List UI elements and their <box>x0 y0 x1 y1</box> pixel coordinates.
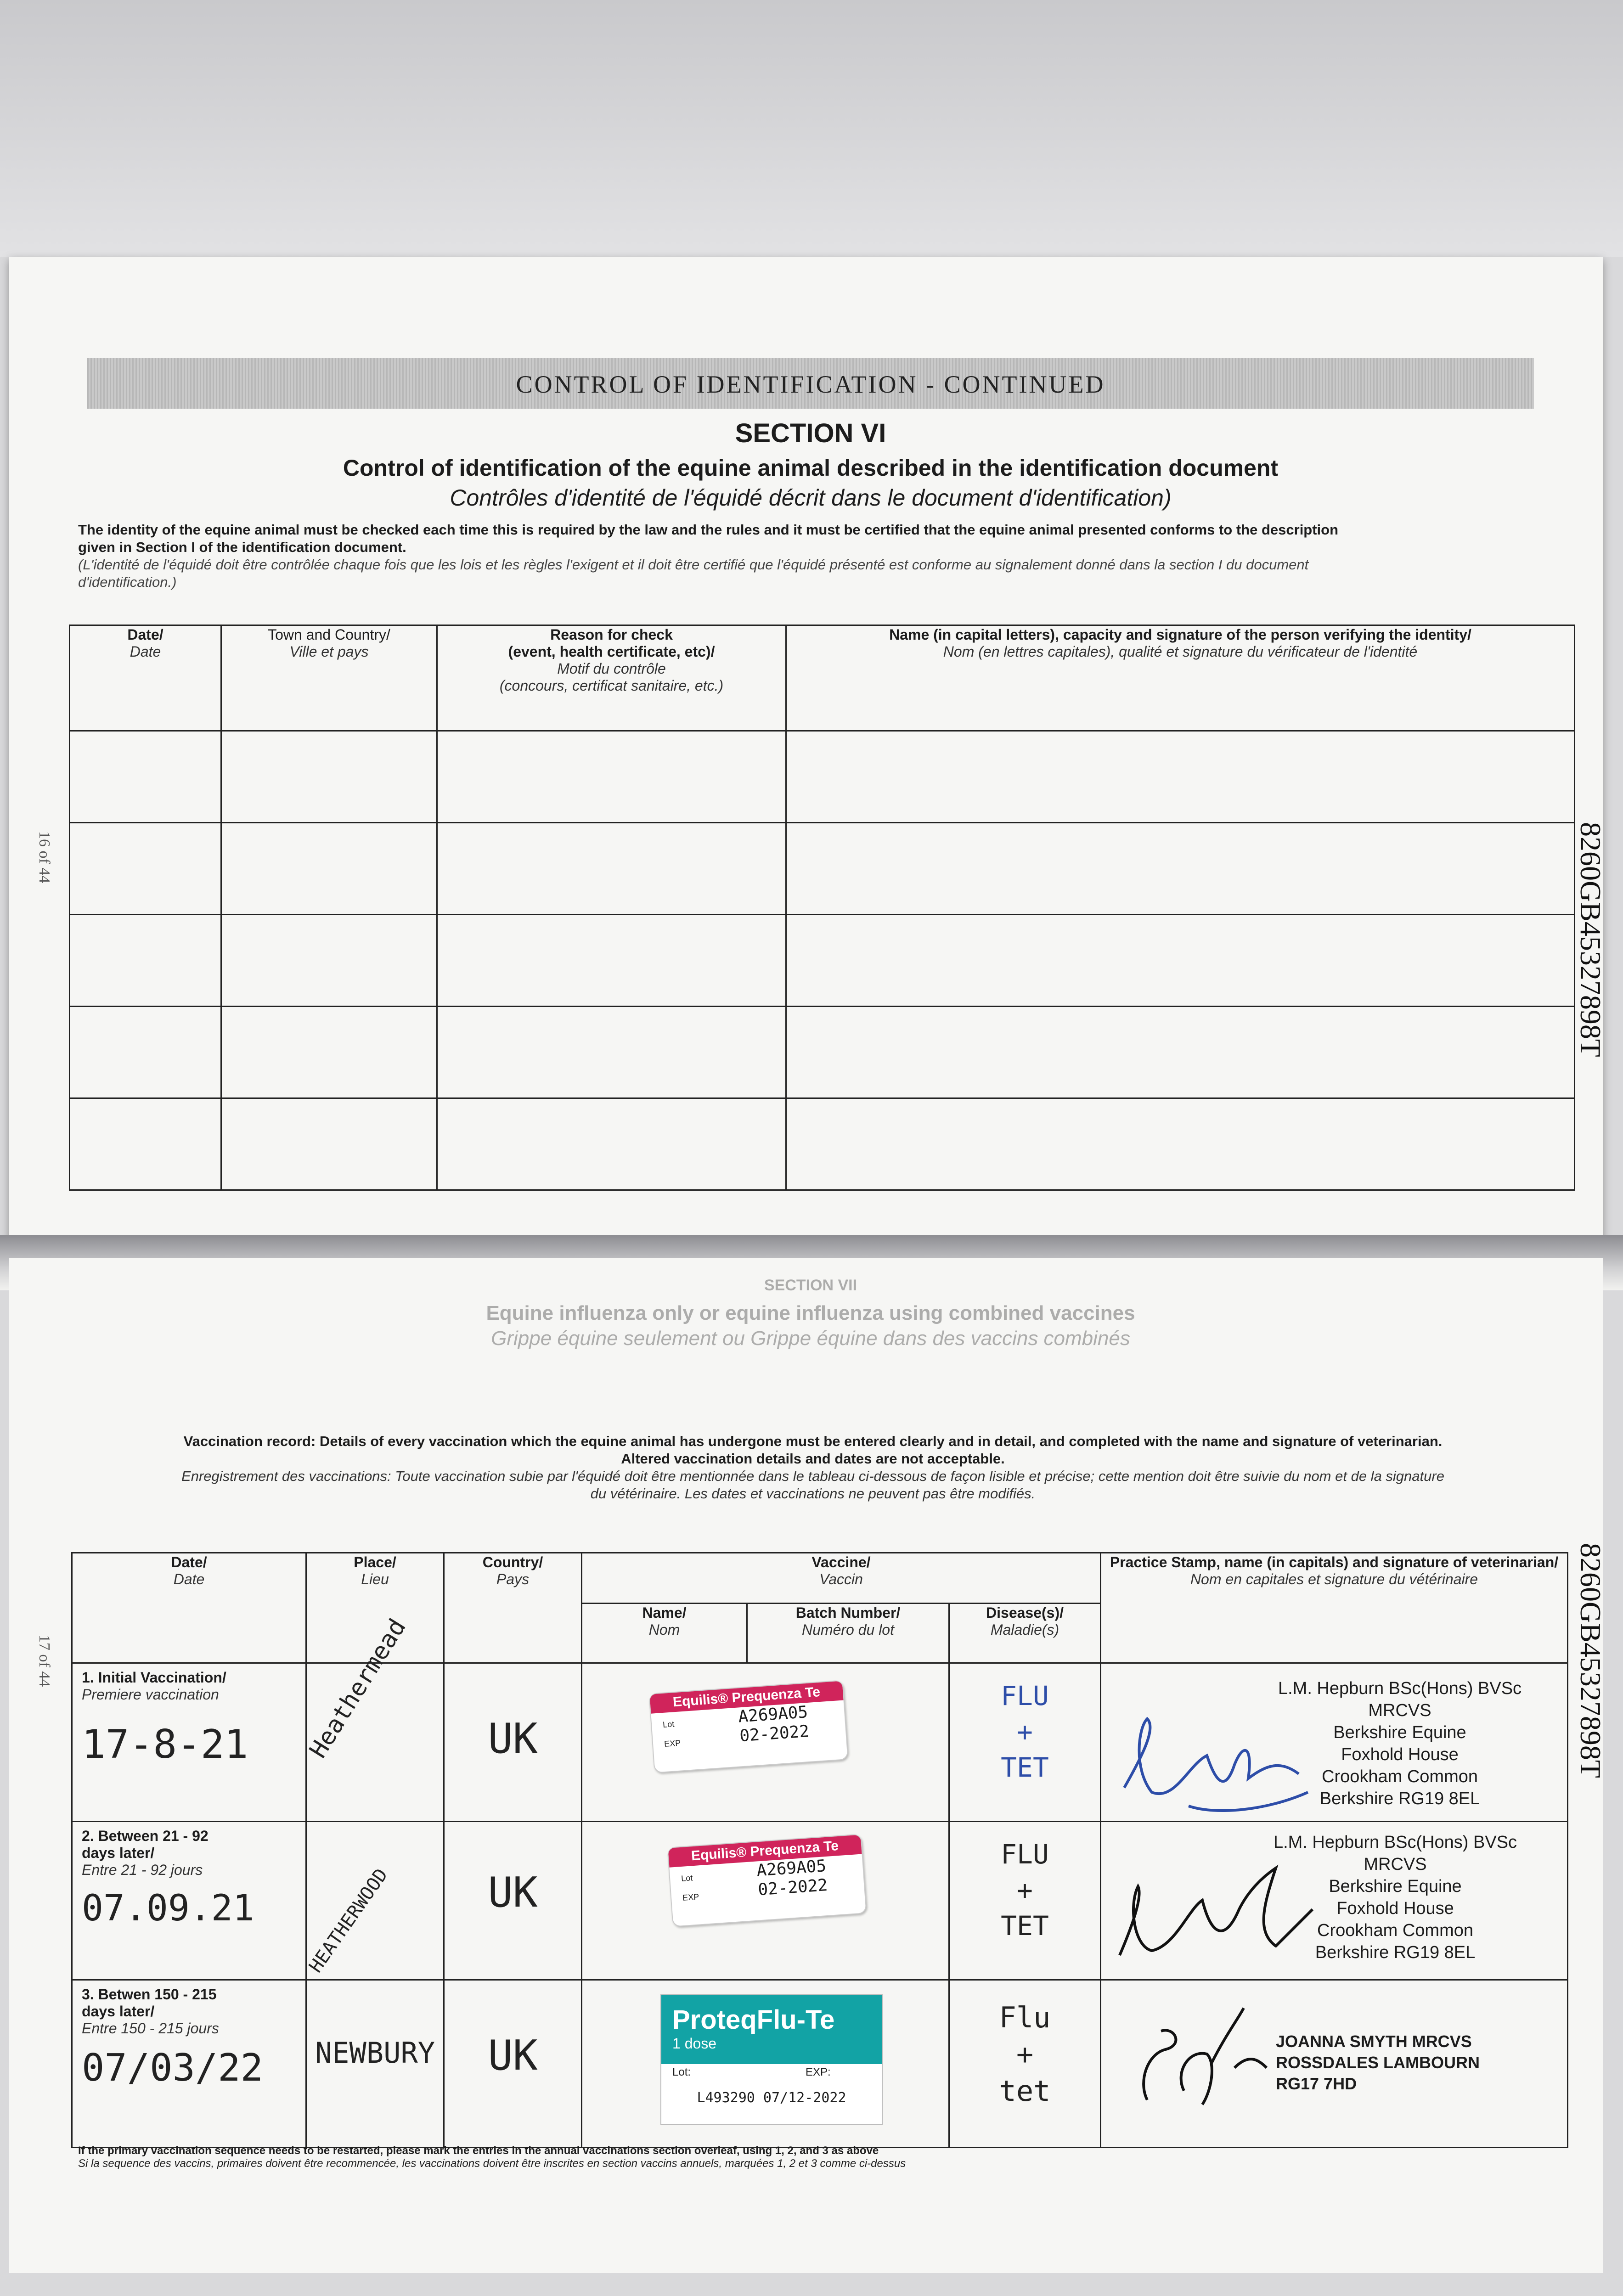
place-cell[interactable] <box>306 1822 444 1980</box>
stamp-cell[interactable] <box>1101 1980 1568 2148</box>
verifier-cell[interactable] <box>786 1098 1575 1190</box>
date-cell[interactable] <box>70 1098 221 1190</box>
vet-stamp: L.M. Hepburn BSc(Hons) BVSc MRCVS Berkshire Equine Foxhold House Crookham Common Berkshire RG19 8EL <box>1273 1833 1517 1962</box>
intro-fr-line-1: (L'identité de l'équidé doit être contrôlée chaque fois que les lois et les règles l'exigent et il doit être certifié que l'équidé présenté est conforme au signalement donné dans la section I du document <box>78 557 1309 573</box>
sticker-lot-label: Lot <box>681 1873 693 1883</box>
intro-en-line-1: The identity of the equine animal must be checked each time this is required by the law and the rules and it must be certified that the equine animal presented conforms to the description <box>78 522 1339 538</box>
batch-number: A269A05 <box>756 1856 827 1880</box>
town-cell[interactable] <box>221 915 437 1007</box>
col-reason: Reason for check (event, health certificate, etc)/ Motif du contrôle (concours, certificat sanitaire, etc.) <box>437 625 786 731</box>
vaccination-record-notice <box>78 1433 1548 1503</box>
vaccination-date: 17-8-21 <box>82 1722 248 1767</box>
table-row <box>72 1822 1568 1980</box>
date-cell[interactable] <box>70 731 221 823</box>
sticker-exp-label: EXP <box>664 1738 681 1749</box>
vaccination-date: 07.09.21 <box>82 1888 254 1929</box>
sticker-dose: 1 dose <box>672 2035 717 2052</box>
vaccination-table <box>71 1552 1568 2148</box>
col-batch-number: Batch Number/ Numéro du lot <box>747 1604 949 1663</box>
expiry-date: 02-2022 <box>739 1722 810 1746</box>
table-row <box>72 1663 1568 1822</box>
country-cell[interactable] <box>444 1663 582 1822</box>
diseases: FLU + TET <box>1001 1839 1049 1941</box>
town-cell[interactable] <box>221 731 437 823</box>
page-16 <box>9 257 1607 1254</box>
col-date: Date/ Date <box>70 625 221 731</box>
passport-serial: 8260GB45327898T <box>1574 822 1607 1057</box>
date-cell[interactable]: 1. Initial Vaccination/ Premiere vaccination 17-8-21 <box>72 1663 306 1822</box>
table-row <box>72 1980 1568 2148</box>
vet-stamp: JOANNA SMYTH MRCVS ROSSDALES LAMBOURN RG17 7HD <box>1276 2032 1480 2093</box>
batch-number: A269A05 <box>738 1702 809 1727</box>
date-cell[interactable] <box>70 1007 221 1098</box>
page-17 <box>9 1258 1607 2273</box>
sticker-product-name: Equilis® Prequenza Te <box>668 1835 862 1868</box>
passport-serial: 8260GB45327898T <box>1574 1543 1607 1778</box>
table-header-row <box>72 1553 1568 1604</box>
col-vaccine: Vaccine/ Vaccin <box>582 1553 1101 1604</box>
stamp-cell[interactable] <box>1101 1663 1568 1822</box>
vaccine-sticker-cell[interactable] <box>582 1663 949 1822</box>
intro-en-line-2: given in Section I of the identification document. <box>78 539 406 555</box>
reason-cell[interactable] <box>437 1098 786 1190</box>
scanner-background <box>0 0 1623 257</box>
col-stamp: Practice Stamp, name (in capitals) and signature of veterinarian/ Nom en capitales et signature du vétérinaire <box>1101 1553 1568 1663</box>
sticker-lot-label: Lot <box>662 1719 675 1729</box>
record-fr-line-2: du vétérinaire. Les dates et vaccinations ne peuvent pas être modifiés. <box>590 1486 1036 1502</box>
sticker-exp-label: EXP <box>682 1892 699 1902</box>
identity-check-table <box>69 625 1575 1191</box>
town-cell[interactable] <box>221 1007 437 1098</box>
record-en-line-1: Vaccination record: Details of every vaccination which the equine animal has undergone must be entered clearly and in detail, and completed with the name and signature of veterinarian. <box>183 1433 1443 1449</box>
verifier-cell[interactable] <box>786 823 1575 915</box>
table-row <box>70 823 1575 915</box>
diseases: Flu + tet <box>999 2001 1051 2108</box>
batch-number: L493290 07/12-2022 <box>697 2090 846 2106</box>
intro-text <box>78 521 1548 591</box>
town-cell[interactable] <box>221 823 437 915</box>
col-place: Place/ Lieu <box>306 1553 444 1663</box>
table-row <box>70 731 1575 823</box>
vaccine-sticker-cell[interactable] <box>582 1980 949 2148</box>
vaccine-sticker-cell[interactable] <box>582 1822 949 1980</box>
stamp-cell[interactable] <box>1101 1822 1568 1980</box>
vaccine-sticker <box>648 1680 848 1773</box>
col-country: Country/ Pays <box>444 1553 582 1663</box>
vaccination-country: UK <box>488 2032 538 2080</box>
disease-cell[interactable] <box>949 1822 1101 1980</box>
table-row <box>70 1098 1575 1190</box>
section-vii-subtitle-fr: Grippe équine seulement ou Grippe équine dans des vaccins combinés <box>491 1327 1130 1350</box>
col-vaccine-name: Name/ Nom <box>582 1604 747 1663</box>
page-number: 17 of 44 <box>36 1635 53 1687</box>
section-subtitle-fr: Contrôles d'identité de l'équidé décrit dans le document d'identification) <box>450 485 1172 511</box>
date-cell[interactable]: 2. Between 21 - 92 days later/ Entre 21 - 92 jours 07.09.21 <box>72 1822 306 1980</box>
table-row <box>70 915 1575 1007</box>
vaccination-country: UK <box>488 1715 538 1763</box>
date-cell[interactable] <box>70 915 221 1007</box>
col-date: Date/ Date <box>72 1553 306 1663</box>
reason-cell[interactable] <box>437 915 786 1007</box>
sticker-header <box>661 1995 882 2064</box>
section-banner-text: CONTROL OF IDENTIFICATION - CONTINUED <box>516 371 1105 398</box>
vet-stamp: L.M. Hepburn BSc(Hons) BVSc MRCVS Berkshire Equine Foxhold House Crookham Common Berkshire RG19 8EL <box>1278 1679 1522 1808</box>
footnote-fr: Si la sequence des vaccins, primaires doivent être recommencée, les vaccinations doivent être inscrites en section vaccins annuels, marquées 1, 2 et 3 comme ci-dessus <box>78 2157 906 2170</box>
sticker-product-name: Equilis® Prequenza Te <box>650 1681 844 1714</box>
footnote-en: If the primary vaccination sequence needs to be restarted, please mark the entries in the annual vaccinations section overleaf, using 1, 2, and 3 as above <box>78 2144 879 2157</box>
reason-cell[interactable] <box>437 823 786 915</box>
section-vii-subtitle-en: Equine influenza only or equine influenza using combined vaccines <box>486 1302 1135 1324</box>
vaccination-place: NEWBURY <box>315 2036 435 2070</box>
col-town: Town and Country/ Ville et pays <box>221 625 437 731</box>
sticker-exp-label: EXP: <box>806 2066 831 2078</box>
reason-cell[interactable] <box>437 731 786 823</box>
town-cell[interactable] <box>221 1098 437 1190</box>
sticker-labels <box>661 2064 882 2081</box>
place-cell[interactable] <box>306 1980 444 2148</box>
record-fr-line-1: Enregistrement des vaccinations: Toute vaccination subie par l'équidé doit être mentionnée dans le tableau ci-dessous de façon lisible et précise; cette mention doit être suivie du nom et de la signature <box>181 1468 1444 1484</box>
vaccination-place: Heathermead <box>304 1614 411 1763</box>
verifier-cell[interactable] <box>786 915 1575 1007</box>
vaccine-sticker <box>660 1994 883 2125</box>
record-en-line-2: Altered vaccination details and dates are not acceptable. <box>621 1451 1005 1467</box>
intro-fr-line-2: d'identification.) <box>78 574 177 590</box>
vaccine-sticker <box>667 1834 867 1927</box>
footnote <box>78 2144 1548 2170</box>
vaccination-country: UK <box>488 1868 538 1917</box>
col-diseases: Disease(s)/ Maladie(s) <box>949 1604 1101 1663</box>
verifier-cell[interactable] <box>786 1007 1575 1098</box>
diseases: FLU + TET <box>1001 1680 1049 1783</box>
date-cell[interactable]: 3. Betwen 150 - 215 days later/ Entre 150 - 215 jours 07/03/22 <box>72 1980 306 2148</box>
verifier-cell[interactable] <box>786 731 1575 823</box>
vaccination-date: 07/03/22 <box>82 2046 263 2090</box>
section-vii-title: SECTION VII <box>764 1277 857 1294</box>
country-cell[interactable] <box>444 1822 582 1980</box>
section-subtitle-en: Control of identification of the equine animal described in the identification document <box>343 455 1279 481</box>
expiry-date: 02-2022 <box>757 1875 828 1900</box>
country-cell[interactable] <box>444 1980 582 2148</box>
reason-cell[interactable] <box>437 1007 786 1098</box>
col-verifier: Name (in capital letters), capacity and signature of the person verifying the identity/ Nom (en lettres capitales), qualité et signature du vérificateur de l'identité <box>786 625 1575 731</box>
signature-icon <box>1120 1999 1276 2127</box>
disease-cell[interactable] <box>949 1980 1101 2148</box>
table-row <box>70 1007 1575 1098</box>
sticker-brand: ProteqFlu-Te <box>672 2005 835 2035</box>
disease-cell[interactable] <box>949 1663 1101 1822</box>
sticker-lot-label: Lot: <box>672 2066 691 2078</box>
table-header-row <box>70 625 1575 731</box>
vaccination-place: HEATHERWOOD <box>305 1864 392 1977</box>
place-cell[interactable] <box>304 1614 444 1822</box>
date-cell[interactable] <box>70 823 221 915</box>
page-number: 16 of 44 <box>36 831 53 884</box>
section-title: SECTION VI <box>735 418 886 448</box>
